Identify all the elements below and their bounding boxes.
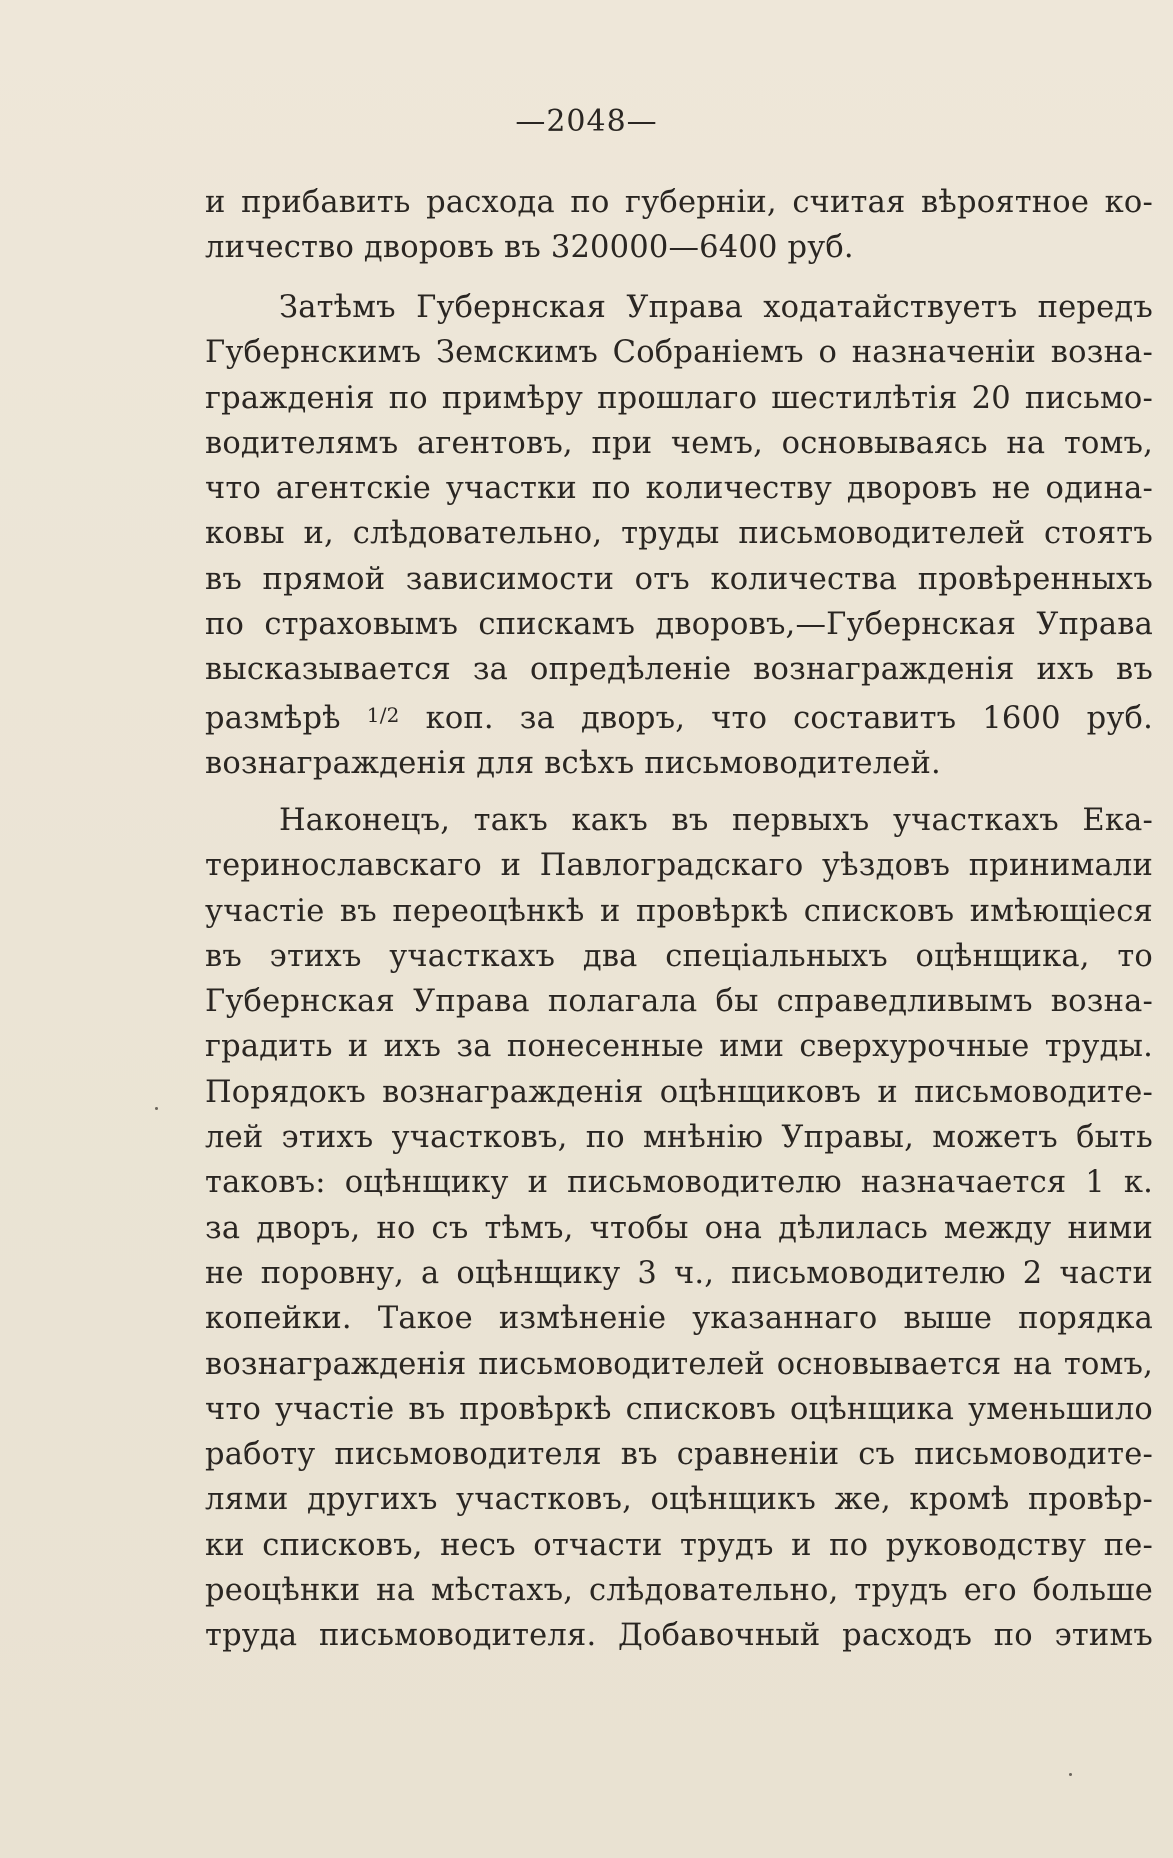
text-line: вознагражденія для всѣхъ письмоводителей. [205, 745, 941, 781]
text-line: Наконецъ, такъ какъ въ первыхъ участкахъ Ека- [279, 803, 1153, 838]
text-line: лей этихъ участковъ, по мнѣнію Управы, можетъ быть [205, 1120, 1153, 1156]
text-line: теринославскаго и Павлоградскаго уѣздовъ принимали [205, 848, 1153, 884]
text-line: Губернская Управа полагала бы справедливымъ возна- [205, 984, 1153, 1020]
text-line: въ прямой зависимости отъ количества провѣренныхъ [205, 561, 1153, 597]
text-line: за дворъ, но съ тѣмъ, чтобы она дѣлилась между ними [205, 1210, 1153, 1246]
fraction-line-after: коп. за дворъ, что составитъ 1600 руб. [425, 700, 1154, 736]
text-line: гражденія по примѣру прошлаго шестилѣтія 20 письмо- [205, 380, 1153, 416]
text-line: градить и ихъ за понесенные ими сверхурочные труды. [205, 1029, 1153, 1065]
margin-speck [1069, 1773, 1072, 1776]
paragraph-1 [205, 285, 1153, 786]
page-number: —2048— [515, 104, 658, 139]
fraction-line-before: размѣрѣ [205, 700, 341, 736]
text-line: труда письмоводителя. Добавочный расходъ по этимъ [205, 1618, 1153, 1654]
text-line: личество дворовъ въ 320000—6400 руб. [205, 230, 854, 266]
text-line: и прибавить расхода по губерніи, считая вѣроятное ко- [205, 185, 1153, 220]
text-line: Губернскимъ Земскимъ Собраніемъ о назначеніи возна- [205, 335, 1153, 371]
text-line: вознагражденія письмоводителей основывается на томъ, [205, 1346, 1153, 1382]
text-line: работу письмоводителя въ сравненіи съ письмоводите- [205, 1437, 1153, 1473]
text-line: что участіе въ провѣркѣ списковъ оцѣнщика уменьшило [205, 1391, 1153, 1427]
text-line: въ этихъ участкахъ два спеціальныхъ оцѣнщика, то [205, 938, 1153, 974]
text-line: ки списковъ, несъ отчасти трудъ и по руководству пе- [205, 1527, 1153, 1563]
fraction-half: 1/2 [366, 702, 400, 727]
continuation-text [205, 180, 1153, 271]
text-line: высказывается за опредѣленіе вознагражденія ихъ въ [205, 652, 1153, 688]
text-line: не поровну, а оцѣнщику 3 ч., письмоводителю 2 части [205, 1255, 1153, 1291]
text-line: ковы и, слѣдовательно, труды письмоводителей стоятъ [205, 516, 1153, 552]
text-line: участіе въ переоцѣнкѣ и провѣркѣ списковъ имѣющіеся [205, 893, 1153, 929]
text-line: реоцѣнки на мѣстахъ, слѣдовательно, трудъ его больше [205, 1573, 1153, 1609]
margin-speck [155, 1107, 158, 1110]
text-line: водителямъ агентовъ, при чемъ, основываясь на томъ, [205, 425, 1153, 461]
text-line: Затѣмъ Губернская Управа ходатайствуетъ передъ [279, 290, 1153, 325]
text-line: таковъ: оцѣнщику и письмоводителю назначается 1 к. [205, 1165, 1153, 1201]
paragraph-2 [205, 798, 1153, 1659]
text-line-with-fraction [205, 693, 1153, 741]
text-line: копейки. Такое измѣненіе указаннаго выше порядка [205, 1301, 1153, 1337]
text-line: лями другихъ участковъ, оцѣнщикъ же, кромѣ провѣр- [205, 1482, 1153, 1518]
text-line: Порядокъ вознагражденія оцѣнщиковъ и письмоводите- [205, 1074, 1153, 1110]
text-line: что агентскіе участки по количеству дворовъ не одина- [205, 471, 1153, 507]
text-line: по страховымъ спискамъ дворовъ,—Губернская Управа [205, 607, 1153, 643]
